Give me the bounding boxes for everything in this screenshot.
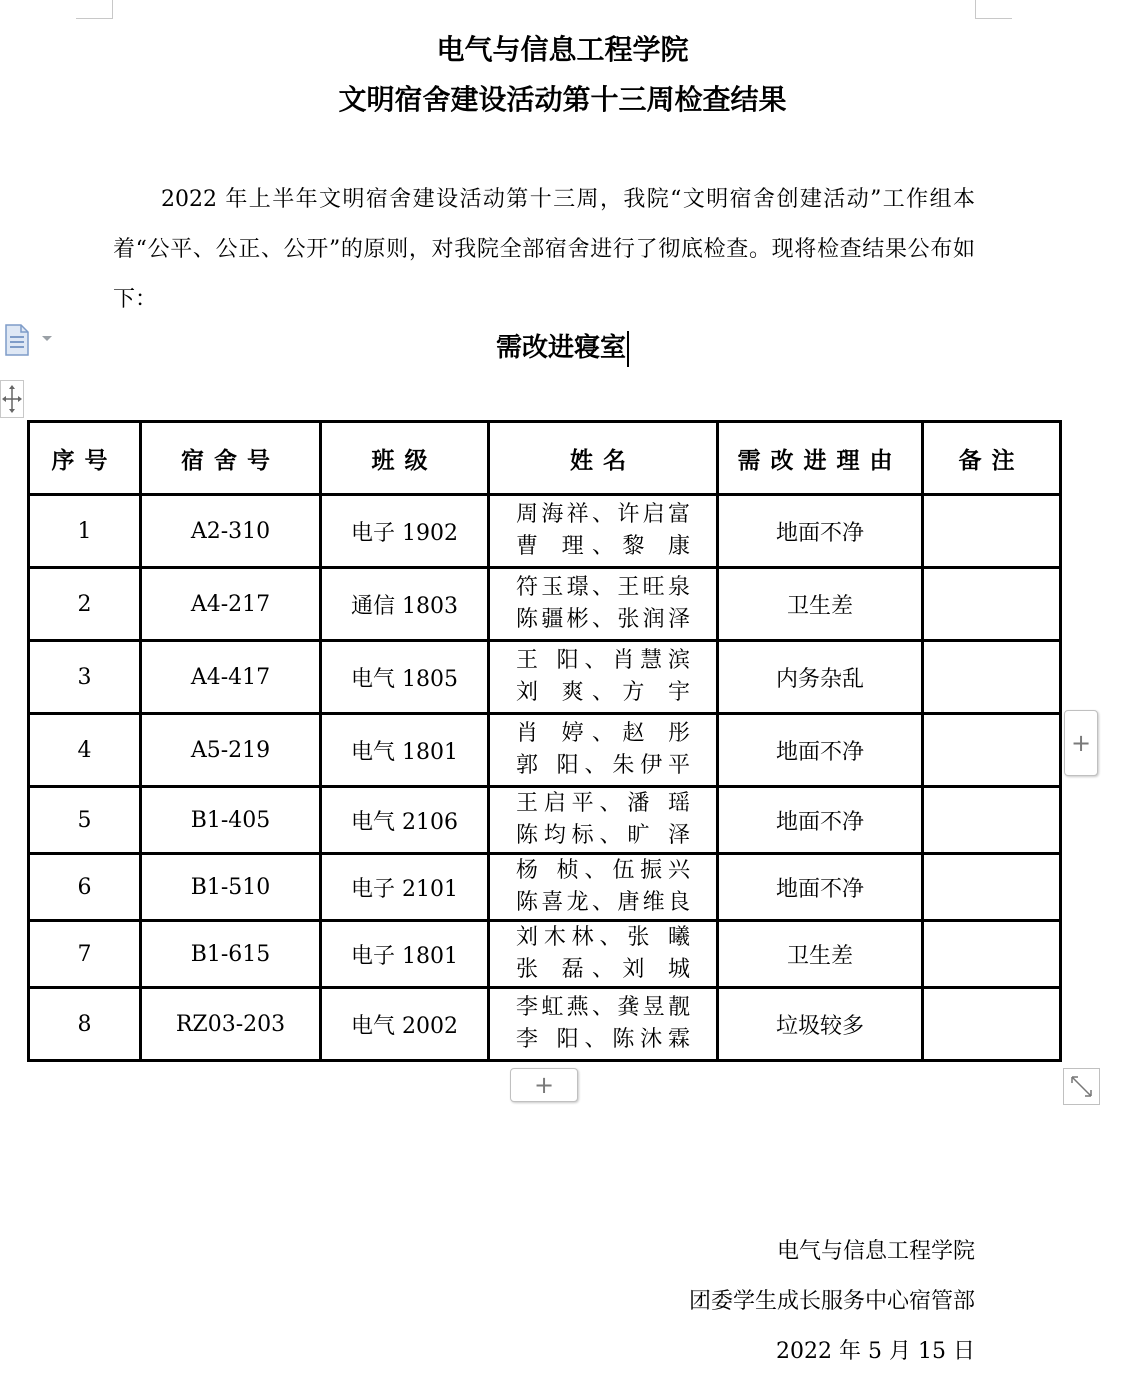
cell-note[interactable]	[923, 854, 1061, 921]
cell-no[interactable]: 3	[29, 641, 141, 714]
cell-reason[interactable]: 垃圾较多	[718, 988, 923, 1061]
cell-names[interactable]: 刘木林、张 曦 张 磊、刘 城	[489, 921, 718, 988]
cell-dorm[interactable]: A5-219	[141, 714, 321, 787]
cell-note[interactable]	[923, 787, 1061, 854]
cell-dorm[interactable]: A4-217	[141, 568, 321, 641]
cell-class[interactable]: 电子 1801	[321, 921, 489, 988]
cell-reason[interactable]: 地面不净	[718, 854, 923, 921]
resize-icon[interactable]	[1063, 1068, 1100, 1105]
cell-note[interactable]	[923, 568, 1061, 641]
table-row	[29, 921, 1061, 988]
cell-names[interactable]: 周海祥、许启富 曹 理、黎 康	[489, 495, 718, 568]
table-row	[29, 641, 1061, 714]
section-title: 需改进寝室	[0, 327, 1125, 367]
footer-date: 2022 年 5 月 15 日	[776, 1339, 975, 1364]
cell-no[interactable]: 5	[29, 787, 141, 854]
header-no: 序号	[29, 422, 141, 495]
table-header-row	[29, 422, 1061, 495]
cell-dorm[interactable]: B1-615	[141, 921, 321, 988]
intro-paragraph: 2022 年上半年文明宿舍建设活动第十三周，我院“文明宿舍创建活动”工作组本着“公平、公正、公开”的原则，对我院全部宿舍进行了彻底检查。现将检查结果公布如下：	[113, 187, 975, 312]
cell-class[interactable]: 电气 2106	[321, 787, 489, 854]
cell-reason[interactable]: 卫生差	[718, 568, 923, 641]
title-line-1: 电气与信息工程学院	[436, 33, 689, 66]
table-row	[29, 988, 1061, 1061]
footer-dept: 团委学生成长服务中心宿管部	[688, 1289, 975, 1314]
cell-dorm[interactable]: RZ03-203	[141, 988, 321, 1061]
cell-note[interactable]	[923, 921, 1061, 988]
title-line-2: 文明宿舍建设活动第十三周检查结果	[338, 83, 787, 116]
header-class: 班级	[321, 422, 489, 495]
table-row	[29, 854, 1061, 921]
cell-no[interactable]: 4	[29, 714, 141, 787]
cell-no[interactable]: 7	[29, 921, 141, 988]
cell-no[interactable]: 8	[29, 988, 141, 1061]
cell-names[interactable]: 肖 婷、赵 彤 郭 阳、朱伊平	[489, 714, 718, 787]
header-dorm: 宿舍号	[141, 422, 321, 495]
page-corner-mark-left	[76, 0, 113, 19]
cell-reason[interactable]: 内务杂乱	[718, 641, 923, 714]
header-reason: 需改进理由	[718, 422, 923, 495]
header-names: 姓名	[489, 422, 718, 495]
add-row-button[interactable]: +	[510, 1068, 578, 1102]
move-handle-icon[interactable]	[0, 380, 24, 418]
header-note: 备注	[923, 422, 1061, 495]
cell-dorm[interactable]: B1-510	[141, 854, 321, 921]
cell-no[interactable]: 2	[29, 568, 141, 641]
cell-reason[interactable]: 地面不净	[718, 787, 923, 854]
footer-org: 电气与信息工程学院	[776, 1239, 975, 1264]
dorm-table	[27, 420, 1062, 1062]
cell-reason[interactable]: 地面不净	[718, 495, 923, 568]
cell-dorm[interactable]: A2-310	[141, 495, 321, 568]
page-corner-mark-right	[975, 0, 1012, 19]
cell-no[interactable]: 6	[29, 854, 141, 921]
table-row	[29, 568, 1061, 641]
cell-class[interactable]: 电气 1801	[321, 714, 489, 787]
cell-class[interactable]: 电气 2002	[321, 988, 489, 1061]
cell-class[interactable]: 电子 1902	[321, 495, 489, 568]
cell-note[interactable]	[923, 495, 1061, 568]
cell-note[interactable]	[923, 988, 1061, 1061]
cell-no[interactable]: 1	[29, 495, 141, 568]
table-row	[29, 495, 1061, 568]
table-row	[29, 787, 1061, 854]
text-cursor	[627, 331, 629, 367]
table-row	[29, 714, 1061, 787]
cell-note[interactable]	[923, 641, 1061, 714]
cell-names[interactable]: 王 阳、肖慧滨 刘 爽、方 宇	[489, 641, 718, 714]
cell-names[interactable]: 王启平、潘 瑶 陈均标、旷 泽	[489, 787, 718, 854]
cell-reason[interactable]: 地面不净	[718, 714, 923, 787]
cell-names[interactable]: 李虹燕、龚昱靓 李 阳、陈沐霖	[489, 988, 718, 1061]
cell-class[interactable]: 通信 1803	[321, 568, 489, 641]
cell-dorm[interactable]: B1-405	[141, 787, 321, 854]
cell-names[interactable]: 杨 桢、伍振兴 陈喜龙、唐维良	[489, 854, 718, 921]
cell-class[interactable]: 电气 1805	[321, 641, 489, 714]
cell-reason[interactable]: 卫生差	[718, 921, 923, 988]
add-column-button[interactable]: +	[1064, 710, 1098, 776]
cell-class[interactable]: 电子 2101	[321, 854, 489, 921]
cell-names[interactable]: 符玉璟、王旺泉 陈疆彬、张润泽	[489, 568, 718, 641]
cell-note[interactable]	[923, 714, 1061, 787]
cell-dorm[interactable]: A4-417	[141, 641, 321, 714]
